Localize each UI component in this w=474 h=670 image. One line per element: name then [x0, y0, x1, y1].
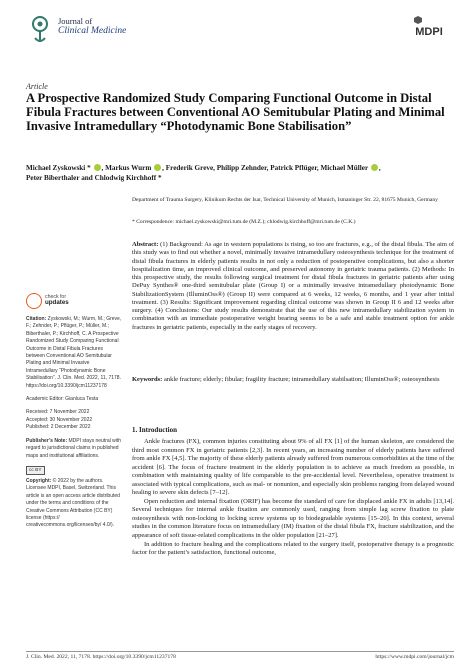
journal-name[interactable] [58, 16, 126, 36]
author-zyskowski[interactable]: Michael Zyskowski * [26, 164, 91, 172]
citation-label: Citation: [26, 316, 47, 322]
check-for-updates-button[interactable] [26, 293, 96, 311]
publisher-note [26, 438, 122, 460]
keywords-text: ankle fracture; elderly; fibular; fragility fracture; intramedullary stabilsation; IlluminOss®; osteosynthesis [163, 376, 440, 383]
page-footer [26, 654, 454, 661]
check-for-label: check for [45, 294, 67, 300]
journal-of: Journal of [58, 16, 93, 26]
orcid-icon[interactable] [371, 164, 378, 171]
article-type: Article [26, 82, 48, 91]
journal-title: Clinical Medicine [58, 26, 127, 36]
mdpi-logo-text: MDPI [415, 26, 443, 38]
affiliation: Department of Trauma Surgery, Klinikum Rechts der Isar, Technical University of Munich, Ismaninger Str. 22, 81675 Munich, Germany [132, 197, 438, 203]
section-heading-introduction: 1. Introduction [132, 426, 177, 434]
author-list: Michael Zyskowski * , Markus Wurm , Frederik Greve, Philipp Zehnder, Patrick Pflüger, Michael Müller , Peter Biberthaler and Chlodwig Kirchhoff * [26, 164, 381, 182]
abstract [132, 241, 454, 332]
keywords [132, 376, 454, 384]
orcid-icon[interactable] [94, 164, 101, 171]
orcid-icon[interactable] [154, 164, 161, 171]
author-wurm[interactable]: Markus Wurm [105, 164, 152, 172]
dates [26, 409, 122, 431]
correspondence[interactable]: * Correspondence: michael.zyskowski@mri.tum.de (M.Z.); chlodwig.kirchhoff@mri.tum.de (C.K.) [132, 219, 356, 225]
citation [26, 316, 122, 390]
published-date: Published: 2 December 2022 [26, 424, 91, 431]
footer-journal-url[interactable]: https://www.mdpi.com/journal/jcm [375, 654, 454, 660]
updates-icon [26, 293, 42, 309]
cc-by-license-icon[interactable]: cc BY [26, 466, 45, 475]
authors-middle[interactable]: Frederik Greve, Philipp Zehnder, Patrick Pflüger, Michael Müller [165, 164, 369, 172]
received-date: Received: 7 November 2022 [26, 409, 90, 416]
keywords-label: Keywords: [132, 376, 163, 383]
mdpi-logo[interactable] [408, 16, 450, 38]
introduction-body [132, 438, 454, 558]
updates-label: updates [45, 299, 69, 306]
intro-paragraph: Ankle fractures (FX), common injuries constituting about 9% of all FX [1] of the human skeleton, are considered the third most common FX in geriatric patients [2,3]. In recent years, an increasing number of elderly patients have suffered from ankle FX [4,5]. The majority of these elderly patients already suffered from numerous comorbidities at the time of the accident [6]. The focus of fracture treatment in the elderly population is to achieve as much freedom as possible, in combination with maintaining quality of life comparable to the pre-accidental level. Nevertheless, operative treatment is associated with typical complications, such as mal- or nonunion, and especially skin problems ranging from delayed wound healing to severe skin defects [7–12]. [132, 438, 454, 497]
intro-paragraph: Open reduction and internal fixation (ORIF) has become the standard of care for displaced ankle FX in adults [13,14]. Several techniques for internal ankle fixation are commonly used, ranging from simple lag screw fixation to plate osteosynthesis with non-locking to locking screw systems up to biodegradable systems [15–20]. In this context, several studies in the common literature focus on intramedullary (IM) fixation of the distal fibula FX, fracture stabilization, and the appearance of soft tissue-related complications in the older population [21–27]. [132, 497, 454, 540]
citation-text[interactable]: Zyskowski, M.; Wurm, M.; Greve, F.; Zehnder, P.; Pflüger, P.; Müller, M.; Biberthaler, P.; Kirchhoff, C. A Prospective Randomized Study Comparing Functional Outcome in Distal Fibula Fractures between Conventional AO Semitubular Plating and Minimal Invasive Intramedullary “Photodynamic Bone Stabilisation”. J. Clin. Med. 2022, 11, 7178. https://doi.org/10.3390/jcm11237178 [26, 316, 122, 389]
copyright [26, 478, 122, 530]
intro-paragraph: In addition to fracture healing and the complications related to the surgery itself, postoperative therapy is a prognostic factor for the patient’s satisfaction, functional outcome, [132, 540, 454, 557]
article-info-sidebar [26, 316, 122, 536]
authors-last[interactable]: Peter Biberthaler and Chlodwig Kirchhoff * [26, 174, 162, 182]
footer-divider [26, 651, 454, 652]
publisher-note-label: Publisher’s Note: [26, 437, 68, 444]
publisher-note-text: MDPI stays neutral with regard to jurisdictional claims in published maps and institutional affiliations. [26, 437, 122, 459]
footer-citation[interactable]: J. Clin. Med. 2022, 11, 7178. https://doi.org/10.3390/jcm11237178 [26, 654, 176, 660]
article-title: A Prospective Randomized Study Comparing Functional Outcome in Distal Fibula Fractures between Conventional AO Semitubular Plating and Minimal Invasive Intramedullary “Photodynamic Bone Stabilisation” [26, 91, 445, 134]
abstract-label: Abstract: [132, 241, 159, 248]
copyright-label: Copyright: [26, 477, 52, 484]
journal-logo-icon [26, 14, 54, 46]
abstract-text: (1) Background: As age in western populations is rising, so too are fractures, e.g., of the distal fibula. The aim of this study was to find out whether a novel, minimally invasive intramedullary osteosynthesis technique for the treatment of distal fibula fractures in elderly patients results in not only a reduction of postoperative complications, but also a shorter hospitalization time, an improved clinical outcome, and preserved autonomy in geriatric trauma patients. (2) Methods: In this prospective study, the results following surgical treatment for distal fibula fractures in geriatric patients after using DePuy Synthes® one-third semitubular plate (Group I) or a minimally invasive intramedullary photodynamic Bone StabilizationSystem (IlluminOss®) (Group II) were compared at 6 weeks, 12 weeks, 6 months, and 1 year after initial treatment. (3) Results: Significant improvement regarding clinical outcome was shown in Group II 6 and 12 weeks after surgery. (4) Conclusions: Our study results demonstrate that the use of this new intramedullary stabilization system in combination with an immediate postoperative weight bearing seems to be a safe and stable treatment option for ankle fractures in geriatric patients, especially in the early stages of recovery. [132, 241, 455, 331]
academic-editor: Academic Editor: Gianluca Testa [26, 396, 99, 403]
accepted-date: Accepted: 30 November 2022 [26, 416, 93, 423]
copyright-text[interactable]: © 2022 by the authors. Licensee MDPI, Basel, Switzerland. This article is an open access article distributed under the terms and conditions of the Creative Commons Attribution (CC BY) license (https:// creativecommons.org/licenses/by/ 4.0/). [26, 477, 120, 529]
